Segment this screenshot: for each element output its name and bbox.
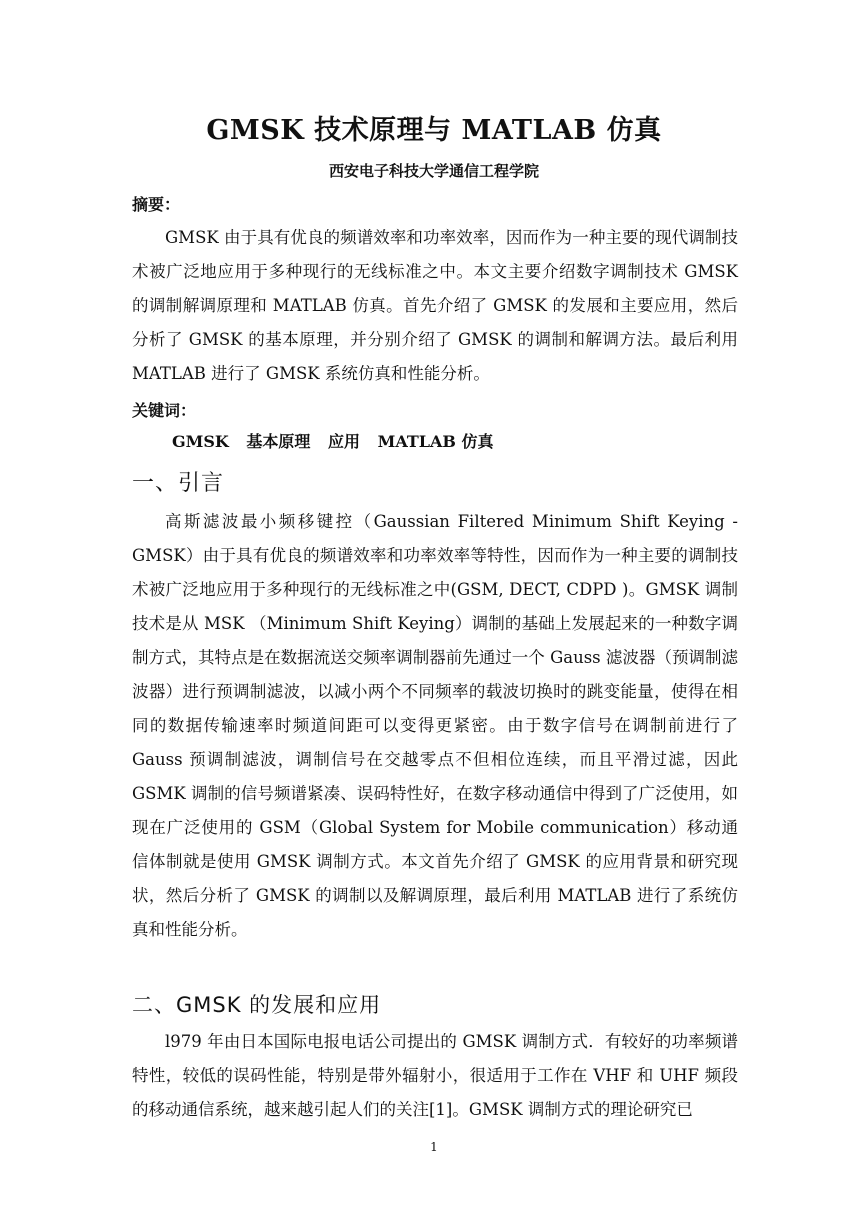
author-affiliation: 西安电子科技大学通信工程学院 (328, 162, 539, 180)
abstract-label: 摘要： (132, 195, 181, 214)
keywords-list (172, 429, 506, 452)
keyword-item: 应用 (328, 432, 361, 451)
section-heading-introduction: 一、引言 (132, 471, 225, 496)
keywords-label: 关键词： (132, 401, 197, 420)
page-number: 1 (430, 1140, 438, 1154)
page-title: GMSK 技术原理与 MATLAB 仿真 (206, 115, 662, 146)
abstract-paragraph: GMSK 由于具有优良的频谱效率和功率效率，因而作为一种主要的现代调制技术被广泛地应用于多种现行的无线标准之中。本文主要介绍数字调制技术 GMSK 的调制解调原理和 MATLAB 仿真。首先介绍了 GMSK 的发展和主要应用，然后分析了 GMSK 的基本原理，并分别介绍了 GMSK 的调制和解调方法。最后利用 MATLAB 进行了 GMSK 系统仿真和性能分析。 (132, 228, 739, 383)
development-paragraph: l979 年由日本国际电报电话公司提出的 GMSK 调制方式．有较好的功率频谱特性，较低的误码性能，特别是带外辐射小，很适用于工作在 VHF 和 UHF 频段的移动通信系统，越来越引起人们的关注[1]。GMSK 调制方式的理论研究已 (132, 1032, 738, 1119)
keyword-item: GMSK (172, 432, 229, 451)
introduction-paragraph: 高斯滤波最小频移键控（Gaussian Filtered Minimum Shift Keying - GMSK）由于具有优良的频谱效率和功率效率等特性，因而作为一种主要的调制技术被广泛地应用于多种现行的无线标准之中(GSM, DECT, CDPD )。GMSK 调制技术是从 MSK （Minimum Shift Keying）调制的基础上发展起来的一种数字调制方式，其特点是在数据流送交频率调制器前先通过一个 Gauss 滤波器（预调制滤波器）进行预调制滤波，以减小两个不同频率的载波切换时的跳变能量，使得在相同的数据传输速率时频道间距可以变得更紧密。由于数字信号在调制前进行了 Gauss 预调制滤波，调制信号在交越零点不但相位连续，而且平滑过滤，因此 GSMK 调制的信号频谱紧凑、误码特性好，在数字移动通信中得到了广泛使用，如现在广泛使用的 GSM（Global System for Mobile communication）移动通信体制就是使用 GMSK 调制方式。本文首先介绍了 GMSK 的应用背景和研究现状，然后分析了 GMSK 的调制以及解调原理，最后利用 MATLAB 进行了系统仿真和性能分析。 (132, 512, 739, 939)
section-heading-development: 二、GMSK 的发展和应用 (132, 993, 382, 1017)
keyword-item: MATLAB 仿真 (377, 432, 494, 451)
keyword-item: 基本原理 (246, 432, 311, 451)
